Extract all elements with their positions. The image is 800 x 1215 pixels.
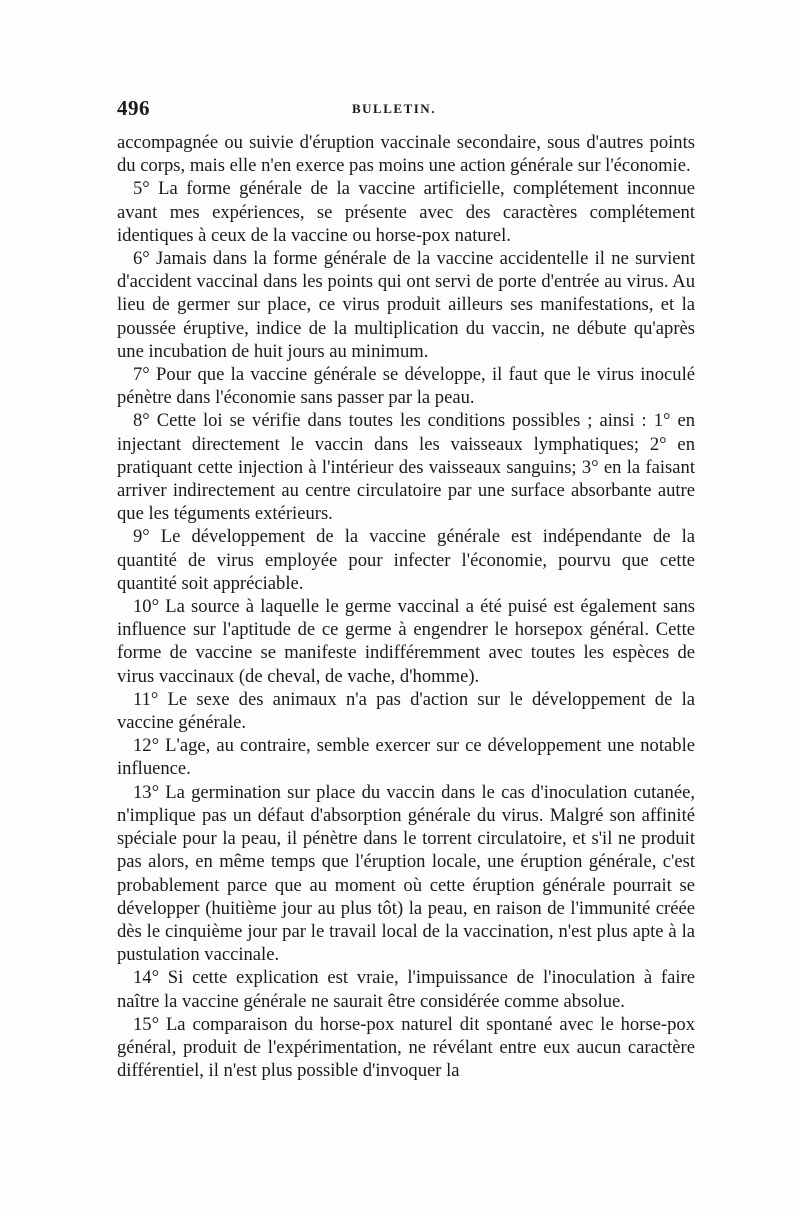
page-number: 496 bbox=[117, 96, 150, 120]
paragraph-point-13: 13° La germination sur place du vaccin dans le cas d'inoculation cutanée, n'implique pas un défaut d'absorption générale du virus. Malgré son affinité spéciale pour la peau, il pénètre dans le torrent circulatoire, et s'il ne produit pas alors, en même temps que l'éruption locale, une éruption générale, c'est probablement parce que au moment où cette éruption générale pourrait se développer (huitième jour au plus tôt) la peau, en raison de l'immunité créée dès le cinquième jour par le travail local de la vaccination, n'est plus apte à la pustulation vaccinale. bbox=[117, 781, 695, 966]
paragraph-point-11: 11° Le sexe des animaux n'a pas d'action sur le développement de la vaccine générale. bbox=[117, 688, 695, 734]
paragraph-point-5: 5° La forme générale de la vaccine artificielle, complétement inconnue avant mes expériences, se présente avec des caractères complétement identiques à ceux de la vaccine ou horse-pox naturel. bbox=[117, 178, 695, 246]
paragraph-point-14: 14° Si cette explication est vraie, l'impuissance de l'inoculation à faire naître la vaccine générale ne saurait être considérée comme absolue. bbox=[117, 967, 695, 1012]
paragraph-point-8: 8° Cette loi se vérifie dans toutes les conditions possibles ; ainsi : 1° en injectant directement le vaccin dans les vaisseaux lymphatiques; 2° en pratiquant cette injection à l'intérieur des vaisseaux sanguins; 3° en la faisant arriver indirectement au centre circulatoire par une surface absorbante autre que les téguments extérieurs. bbox=[117, 410, 695, 525]
paragraph-point-9: 9° Le développement de la vaccine générale est indépendante de la quantité de virus employée pour infecter l'économie, pourvu que cette quantité soit appréciable. bbox=[117, 526, 695, 594]
paragraph-continuation: accompagnée ou suivie d'éruption vaccinale secondaire, sous d'autres points du corps, mais elle n'en exerce pas moins une action générale sur l'économie. bbox=[117, 132, 695, 177]
paragraph-point-6: 6° Jamais dans la forme générale de la vaccine accidentelle il ne survient d'accident vaccinal dans les points qui ont servi de porte d'entrée au virus. Au lieu de germer sur place, ce virus produit ailleurs ses manifestations, et la poussée éruptive, indice de la multiplication du vaccin, ne débute qu'après une incubation de huit jours au minimum. bbox=[117, 248, 695, 362]
body-text bbox=[117, 131, 695, 1082]
paragraph-point-7: 7° Pour que la vaccine générale se développe, il faut que le virus inoculé pénètre dans l'économie sans passer par la peau. bbox=[117, 364, 695, 409]
paragraph-point-12: 12° L'age, au contraire, semble exercer sur ce développement une notable influence. bbox=[117, 735, 695, 780]
paragraph-point-15: 15° La comparaison du horse-pox naturel dit spontané avec le horse-pox général, produit de l'expérimentation, ne révélant entre eux aucun caractère différentiel, il n'est plus possible d'invoquer la bbox=[117, 1013, 695, 1082]
running-title: BULLETIN. bbox=[352, 101, 436, 116]
paragraph-point-10: 10° La source à laquelle le germe vaccinal a été puisé est également sans influence sur l'aptitude de ce germe à engendrer le horsepox général. Cette forme de vaccine se manifeste indifféremment avec toutes les espèces de virus vaccinaux (de cheval, de vache, d'homme). bbox=[117, 596, 695, 687]
page-header bbox=[117, 96, 695, 122]
